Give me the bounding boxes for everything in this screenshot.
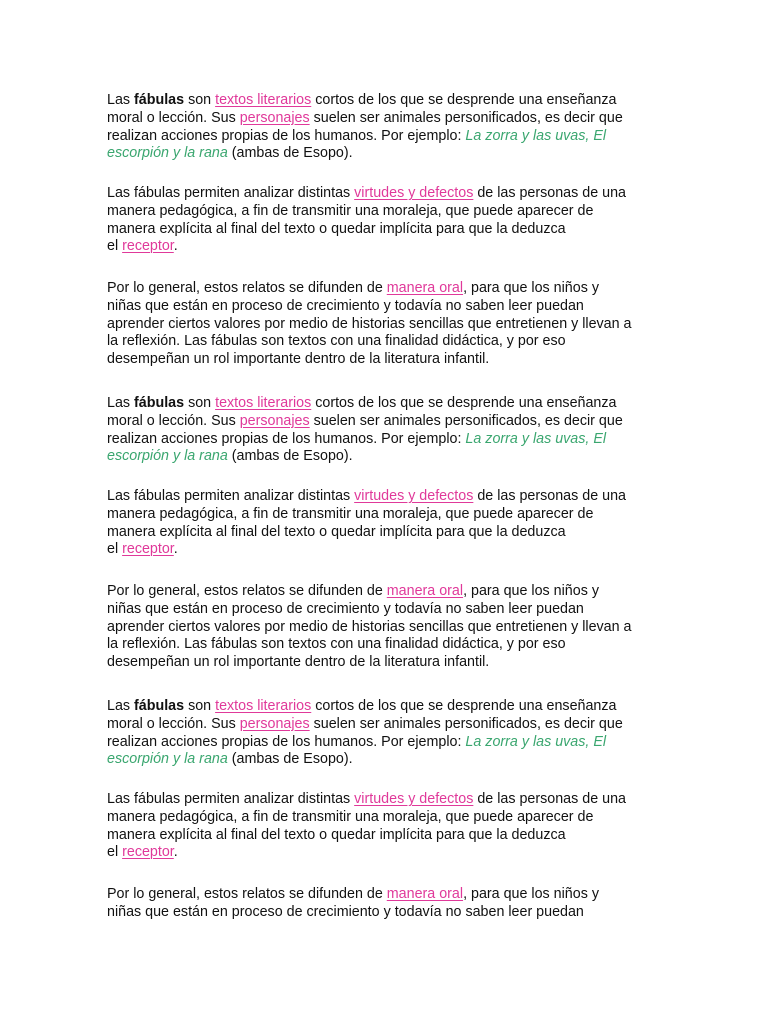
bold-term: fábulas	[134, 92, 185, 108]
bold-term: fábulas	[134, 395, 185, 411]
text: niñas que están en proceso de crecimiento y todavía no saben leer puedan	[107, 903, 584, 920]
example-titles: escorpión y la rana	[107, 145, 228, 162]
link-receptor[interactable]: receptor	[122, 541, 174, 558]
text: Las	[107, 698, 135, 714]
text: de las personas de una	[473, 185, 626, 201]
text: aprender ciertos valores por medio de historias sencillas que entretienen y llevan a	[107, 618, 632, 635]
text: son	[184, 395, 216, 411]
text: suelen ser animales personificados, es decir que	[309, 412, 623, 429]
text: aprender ciertos valores por medio de historias sencillas que entretienen y llevan a	[107, 315, 632, 332]
text: Las	[107, 92, 135, 108]
text: , para que los niños y	[463, 583, 599, 599]
text: manera explícita al final del texto o quedar implícita para que la deduzca	[107, 523, 566, 540]
example-titles: escorpión y la rana	[107, 448, 228, 465]
text: (ambas de Esopo).	[227, 751, 353, 768]
link-textos-literarios[interactable]: textos literarios	[215, 92, 312, 108]
paragraph-fables-definition	[107, 698, 687, 791]
paragraph-fables-oral	[107, 280, 687, 369]
text: suelen ser animales personificados, es decir que	[309, 715, 623, 732]
link-receptor[interactable]: receptor	[122, 844, 174, 861]
text: Las fábulas permiten analizar distintas	[107, 791, 355, 807]
text: la reflexión. Las fábulas son textos con una finalidad didáctica, y por eso	[107, 333, 566, 350]
link-virtudes-y-defectos[interactable]: virtudes y defectos	[354, 185, 474, 201]
text: , para que los niños y	[463, 280, 599, 296]
text: Por lo general, estos relatos se difunden de	[107, 583, 387, 599]
example-titles: La zorra y las uvas, El	[465, 127, 607, 144]
text-block-2	[107, 395, 687, 698]
text: desempeñan un rol importante dentro de la literatura infantil.	[107, 351, 490, 368]
text: el	[107, 541, 123, 558]
paragraph-fables-moral	[107, 488, 687, 583]
paragraph-fables-definition	[107, 92, 687, 185]
link-textos-literarios[interactable]: textos literarios	[215, 395, 312, 411]
link-virtudes-y-defectos[interactable]: virtudes y defectos	[354, 488, 474, 504]
text: suelen ser animales personificados, es decir que	[309, 109, 623, 126]
text: Por lo general, estos relatos se difunden de	[107, 280, 387, 296]
text: niñas que están en proceso de crecimiento y todavía no saben leer puedan	[107, 600, 584, 617]
text: manera pedagógica, a fin de transmitir una moraleja, que puede aparecer de	[107, 202, 594, 219]
text: Por lo general, estos relatos se difunden de	[107, 886, 387, 902]
text: cortos de los que se desprende una enseñanza	[311, 92, 617, 108]
text: de las personas de una	[473, 488, 626, 504]
text-block-1	[107, 92, 687, 395]
text: (ambas de Esopo).	[227, 145, 353, 162]
text: realizan acciones propias de los humanos. Por ejemplo:	[107, 430, 466, 447]
text-block-3	[107, 698, 687, 922]
text: (ambas de Esopo).	[227, 448, 353, 465]
link-manera-oral[interactable]: manera oral	[386, 280, 464, 296]
document-body	[107, 92, 687, 922]
text: realizan acciones propias de los humanos. Por ejemplo:	[107, 733, 466, 750]
text: el	[107, 844, 123, 861]
bold-term: fábulas	[134, 698, 185, 714]
link-textos-literarios[interactable]: textos literarios	[215, 698, 312, 714]
link-manera-oral[interactable]: manera oral	[386, 886, 464, 902]
paragraph-fables-moral	[107, 791, 687, 886]
link-personajes[interactable]: personajes	[239, 109, 310, 126]
text: cortos de los que se desprende una enseñanza	[311, 395, 617, 411]
text: manera pedagógica, a fin de transmitir una moraleja, que puede aparecer de	[107, 808, 594, 825]
text: manera explícita al final del texto o quedar implícita para que la deduzca	[107, 220, 566, 237]
text: son	[184, 92, 216, 108]
paragraph-fables-oral	[107, 583, 687, 672]
text: de las personas de una	[473, 791, 626, 807]
text: .	[173, 844, 178, 861]
link-personajes[interactable]: personajes	[239, 715, 310, 732]
text: son	[184, 698, 216, 714]
paragraph-fables-oral-partial	[107, 886, 687, 922]
text: moral o lección. Sus	[107, 412, 240, 429]
paragraph-fables-definition	[107, 395, 687, 488]
text: Las	[107, 395, 135, 411]
example-titles: La zorra y las uvas, El	[465, 733, 607, 750]
text: cortos de los que se desprende una enseñanza	[311, 698, 617, 714]
text: .	[173, 238, 178, 255]
link-personajes[interactable]: personajes	[239, 412, 310, 429]
text: Las fábulas permiten analizar distintas	[107, 185, 355, 201]
text: manera pedagógica, a fin de transmitir una moraleja, que puede aparecer de	[107, 505, 594, 522]
text: moral o lección. Sus	[107, 715, 240, 732]
text: realizan acciones propias de los humanos. Por ejemplo:	[107, 127, 466, 144]
text: el	[107, 238, 123, 255]
example-titles: La zorra y las uvas, El	[465, 430, 607, 447]
paragraph-fables-moral	[107, 185, 687, 280]
text: niñas que están en proceso de crecimiento y todavía no saben leer puedan	[107, 297, 584, 314]
text: la reflexión. Las fábulas son textos con una finalidad didáctica, y por eso	[107, 636, 566, 653]
example-titles: escorpión y la rana	[107, 751, 228, 768]
text: Las fábulas permiten analizar distintas	[107, 488, 355, 504]
text: moral o lección. Sus	[107, 109, 240, 126]
text: desempeñan un rol importante dentro de la literatura infantil.	[107, 654, 490, 671]
link-manera-oral[interactable]: manera oral	[386, 583, 464, 599]
text: , para que los niños y	[463, 886, 599, 902]
link-virtudes-y-defectos[interactable]: virtudes y defectos	[354, 791, 474, 807]
text: .	[173, 541, 178, 558]
text: manera explícita al final del texto o quedar implícita para que la deduzca	[107, 826, 566, 843]
link-receptor[interactable]: receptor	[122, 238, 174, 255]
